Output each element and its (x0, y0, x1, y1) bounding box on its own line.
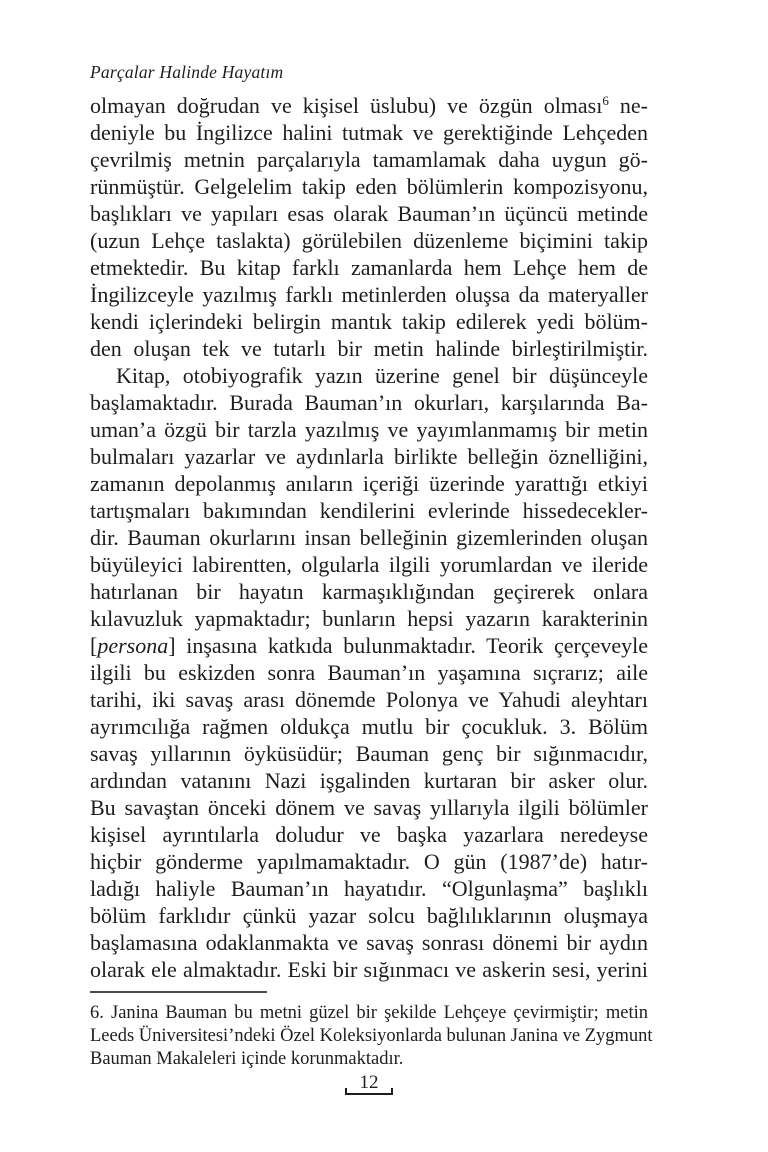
text-line (90, 443, 648, 470)
text-segment: hatırlanan bir hayatın karmaşıklığından geçirerek onlara (90, 579, 648, 604)
text-segment: başlıkları ve yapıları esas olarak Bauman’ın üçüncü metinde (90, 201, 648, 226)
text-line (90, 200, 648, 227)
text-line (90, 902, 648, 929)
text-segment: bölüm farklıdır çünkü yazar solcu bağlılıklarının oluşmaya (90, 903, 648, 928)
body-text (90, 92, 648, 983)
text-line (90, 146, 648, 173)
text-segment: deniyle bu İngilizce halini tutmak ve gerektiğinde Lehçeden (90, 120, 648, 145)
text-line (90, 686, 648, 713)
text-segment: savaş yıllarının öyküsüdür; Bauman genç bir sığınmacıdır, (90, 741, 648, 766)
text-segment: çevrilmiş metnin parçalarıyla tamamlamak daha uygun gö- (90, 147, 648, 172)
text-segment: Bu savaştan önceki dönem ve savaş yıllarıyla ilgili bölümler (90, 795, 648, 820)
text-line (90, 281, 648, 308)
footnote-line: Leeds Üniversitesi’ndeki Özel Koleksiyonlarda bulunan Janina ve Zygmunt (90, 1026, 653, 1046)
text-segment: kendi içlerindeki belirgin mantık takip edilerek yedi bölüm- (90, 309, 648, 334)
text-segment: ] inşasına katkıda bulunmaktadır. Teorik çerçeveyle (168, 633, 648, 658)
footnote (90, 1002, 653, 1071)
paragraph (90, 92, 648, 362)
text-line (90, 767, 648, 794)
text-segment: olarak ele almaktadır. Eski bir sığınmacı ve askerin sesi, yerini (90, 957, 648, 982)
text-line (90, 605, 648, 632)
text-line (90, 524, 648, 551)
text-segment: bulmaları yazarlar ve aydınlarla birlikte belleğin öznelliğini, (90, 444, 648, 469)
text-segment: rünmüştür. Gelgelelim takip eden bölümlerin kompozisyonu, (90, 174, 648, 199)
text-line (90, 713, 648, 740)
text-segment: olmayan doğrudan ve kişisel üslubu) ve özgün olması (90, 93, 603, 118)
text-line (90, 956, 648, 983)
page-number: 12 (359, 1072, 379, 1093)
text-line (90, 470, 648, 497)
text-segment: etmektedir. Bu kitap farklı zamanlarda hem Lehçe hem de (90, 255, 648, 280)
text-line (90, 92, 648, 119)
text-line (90, 740, 648, 767)
text-line (90, 227, 648, 254)
text-segment: büyüleyici labirentten, olgularla ilgili yorumlardan ve ileride (90, 552, 648, 577)
text-segment: başlamaktadır. Burada Bauman’ın okurları, karşılarında Ba- (90, 390, 648, 415)
text-line (90, 551, 648, 578)
text-segment: [ (90, 633, 98, 658)
footnote-separator (90, 991, 267, 993)
text-segment: dir. Bauman okurlarını insan belleğinin gizemlerinden oluşan (90, 525, 648, 550)
text-line (90, 254, 648, 281)
text-segment: tartışmaları bakımından kendilerini evlerinde hissedecekler- (90, 498, 648, 523)
running-title: Parçalar Halinde Hayatım (90, 62, 284, 82)
text-line (90, 308, 648, 335)
text-line (90, 497, 648, 524)
italic-text: persona (97, 633, 169, 658)
text-line (90, 416, 648, 443)
text-line (90, 362, 648, 389)
text-segment: tarihi, iki savaş arası dönemde Polonya ve Yahudi aleyhtarı (90, 687, 648, 712)
text-line (90, 119, 648, 146)
text-segment: kılavuzluk yapmaktadır; bunların hepsi yazarın karakterinin (90, 606, 648, 631)
text-line (90, 875, 648, 902)
text-segment: Kitap, otobiyografik yazın üzerine genel bir düşünceyle (116, 363, 648, 388)
footnote-marker: 6 (602, 93, 609, 108)
text-segment: başlamasına odaklanmakta ve savaş sonrası dönemi bir aydın (90, 930, 648, 955)
text-segment: hiçbir gönderme yapılmamaktadır. O gün (1987’de) hatır- (90, 849, 648, 874)
text-segment: İngilizceyle yazılmış farklı metinlerden oluşsa da materyaller (90, 282, 648, 307)
text-line (90, 821, 648, 848)
text-segment: zamanın depolanmış anıların içeriği üzerinde yarattığı etkiyi (90, 471, 648, 496)
text-line (90, 929, 648, 956)
text-segment: ayrımcılığa rağmen oldukça mutlu bir çocukluk. 3. Bölüm (90, 714, 648, 739)
text-line (90, 578, 648, 605)
text-segment: (uzun Lehçe taslakta) görülebilen düzenleme biçimini takip (90, 228, 648, 253)
page-footer (90, 1074, 648, 1095)
footnote-line: Bauman Makaleleri içinde korunmaktadır. (90, 1049, 404, 1069)
text-line (90, 848, 648, 875)
text-line (90, 632, 648, 659)
text-line (90, 335, 648, 362)
text-line (90, 173, 648, 200)
text-line (90, 389, 648, 416)
paragraph (90, 362, 648, 983)
footnote-line: 6. Janina Bauman bu metni güzel bir şekilde Lehçeye çevirmiştir; metin (90, 1003, 648, 1023)
text-line (90, 794, 648, 821)
text-segment: den oluşan tek ve tutarlı bir metin halinde birleştirilmiştir. (90, 336, 648, 361)
text-segment: kişisel ayrıntılarla doludur ve başka yazarlara neredeyse (90, 822, 648, 847)
text-segment: uman’a özgü bir tarzla yazılmış ve yayımlanmamış bir metin (90, 417, 648, 442)
text-segment: ladığı haliyle Bauman’ın hayatıdır. “Olgunlaşma” başlıklı (90, 876, 648, 901)
text-segment: ne- (608, 93, 648, 118)
text-segment: ardından vatanını Nazi işgalinden kurtaran bir asker olur. (90, 768, 648, 793)
text-line (90, 659, 648, 686)
text-segment: ilgili bu eskizden sonra Bauman’ın yaşamına sıçrarız; aile (90, 660, 648, 685)
